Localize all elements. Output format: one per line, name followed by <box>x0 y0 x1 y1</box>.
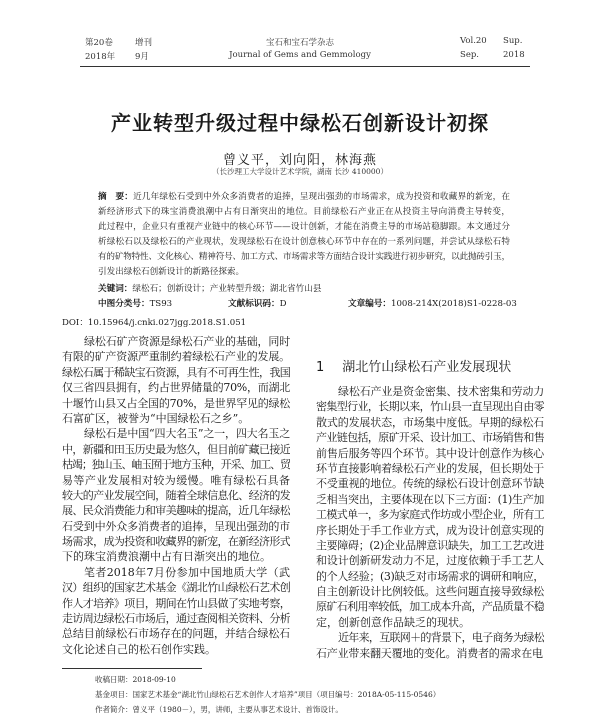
text-line: 序长期处于手工作业方式，成为设计创意实现的 <box>316 523 544 537</box>
paper-title: 产业转型升级过程中绿松石创新设计初探 <box>111 111 489 135</box>
text-line: 原矿石利用率较低，加工成本升高，产品质量不稳 <box>316 600 544 614</box>
abstract-line: 摘 要：近几年绿松石受到中外众多消费者的追捧，呈现出强劲的市场需求，成为投资和收藏界的新宠，在 <box>98 192 510 202</box>
classification-row <box>98 297 518 312</box>
section-heading <box>316 356 511 375</box>
doc-code-value: D <box>279 299 287 309</box>
text-line: 十堰竹山县又占全国的70%，是世界罕见的绿松 <box>62 396 290 410</box>
text-line: 绿松石是中国“四大名玉”之一，四大名玉之 <box>84 427 290 441</box>
text-line: 绿松石属于稀缺宝石资源，具有不可再生性，我国 <box>62 365 290 379</box>
text-line: 石产业带来翻天覆地的变化。消费者的需求在电 <box>316 646 543 660</box>
text-line: 仅三省四县拥有，约占世界储量的70%，而湖北 <box>62 381 290 395</box>
paragraph <box>316 630 544 661</box>
year-cn: 2018年 <box>85 52 116 62</box>
section-number: 1 <box>316 360 325 375</box>
text-line: 作人才培养》项目，期间在竹山县做了实地考察， <box>62 596 290 610</box>
text-line: 有限的矿产资源严重制约着绿松石产业的发展。 <box>62 350 290 364</box>
text-line: 自主创新设计比例较低。这些问题直接导致绿松 <box>316 585 544 599</box>
keywords <box>98 282 518 297</box>
affiliation: （长沙理工大学设计艺术学院，湖南 长沙 410000） <box>212 167 388 176</box>
text-line: 前售后服务等四个环节。其中设计创意作为核心 <box>316 446 544 460</box>
text-line: 枯竭；独山玉、岫玉囿于地方玉种，开采、加工、贸 <box>62 458 290 472</box>
text-line: 散式的发展状态，市场集中度低。早期的绿松石 <box>316 415 544 429</box>
keywords-label: 关键词： <box>98 284 133 294</box>
abstract <box>98 190 510 280</box>
text-line: 的个人经验；(3)缺乏对市场需求的调研和响应， <box>316 569 544 583</box>
abstract-label: 摘 要： <box>98 192 134 202</box>
footnote-rule <box>62 668 202 669</box>
sup-en: Sup. <box>503 36 523 46</box>
text-line: 石富矿区，被誉为“中国绿松石之乡”。 <box>62 411 250 425</box>
paragraph <box>316 384 544 630</box>
footnote-funding: 基金项目：国家艺术基金“湖北竹山绿松石艺术创作人才培养”项目（项目编号：2018A-05-115-0546） <box>95 690 441 699</box>
left-column <box>62 334 290 657</box>
article-metadata <box>98 282 518 312</box>
text-line: 绿松石产业是资金密集、技术密集和劳动力 <box>338 385 544 398</box>
clc-value: TS93 <box>149 299 173 309</box>
footnote-author: 作者简介：曾义平（1980－），男，讲师，主要从事艺术设计、首饰设计。 <box>95 705 343 714</box>
text-line: 笔者2018年7月份参加中国地质大学（武 <box>84 565 290 579</box>
volume-cn: 第20卷 <box>85 38 113 48</box>
article-no-label: 文章编号： <box>348 299 391 309</box>
text-line: 和设计创新研发动力不足，过度依赖于手工艺人 <box>316 554 544 568</box>
text-line: 主要障碍；(2)企业品牌意识缺失，加工工艺改进 <box>316 538 544 552</box>
paragraph <box>62 334 290 426</box>
abstract-line: 新经济形式下的珠宝消费浪潮中占有日渐突出的地位。目前绿松石产业正在从投资主导向消费主导转变， <box>98 207 510 217</box>
text-line: 绿松石矿产资源是绿松石产业的基础，同时 <box>84 335 290 348</box>
issue-cn: 增刊 <box>135 38 153 48</box>
text-line: 文化论述自己的松石创作实践。 <box>62 642 216 656</box>
keywords-value: 绿松石；创新设计；产业转型升级；湖北省竹山县 <box>132 284 322 294</box>
clc-label: 中图分类号： <box>98 299 150 309</box>
article-no-value: 1008-214X(2018)S1-0228-03 <box>390 299 517 309</box>
abstract-line: 此过程中，企业只有重视产业链中的核心环节——设计创新，才能在消费主导的市场站稳脚跟。本文通过分 <box>98 222 510 232</box>
text-line: 乏相当突出，主要体现在以下三方面：(1)生产加 <box>316 492 544 506</box>
month-en: Sep. <box>460 50 479 60</box>
doc-code-label: 文献标识码： <box>228 299 280 309</box>
text-line: 石受到中外众多消费者的追捧，呈现出强劲的市 <box>62 519 290 533</box>
text-line: 定，创新创意作品缺乏的现状。 <box>316 615 470 629</box>
text-line: 汉）组织的国家艺术基金《湖北竹山绿松石艺术创 <box>62 581 290 595</box>
text-line: 产业链包括，原矿开采、设计加工、市场销售和售 <box>316 431 544 445</box>
text-line: 走访周边绿松石市场后，通过查阅相关资料、分析 <box>62 612 290 626</box>
text-line: 总结目前绿松石市场存在的问题，并结合绿松石 <box>62 627 290 641</box>
header-rule <box>80 66 530 67</box>
paragraph <box>62 565 290 657</box>
text-line: 密集型行业，长期以来，竹山县一直呈现出自由零 <box>316 400 544 414</box>
text-line: 工模式单一，多为家庭式作坊或小型企业，所有工 <box>316 508 544 522</box>
text-line: 下的珠宝消费浪潮中占有日渐突出的地位。 <box>62 550 271 564</box>
section-title: 湖北竹山绿松石产业发展现状 <box>342 360 512 375</box>
abstract-line: 有的矿物特性、文化核心、精神符号、加工方式、市场需求等方面结合设计实践进行初步研究，以此抛砖引玉， <box>98 252 510 262</box>
journal-name-cn: 宝石和宝石学杂志 <box>265 38 334 48</box>
authors: 曾义平，刘向阳，林海燕 <box>222 153 377 168</box>
abstract-line: 引发出绿松石创新设计的新路径探索。 <box>98 267 245 277</box>
right-column <box>316 384 544 661</box>
text-line: 中，新疆和田玉历史最为悠久，但目前矿藏已接近 <box>62 442 290 456</box>
text-line: 展、民众消费能力和审美趣味的提高，近几年绿松 <box>62 504 290 518</box>
text-line: 不受重视的地位。传统的绿松石设计创意环节缺 <box>316 477 544 491</box>
month-cn: 9月 <box>135 52 149 62</box>
text-line: 环节直接影响着绿松石产业的发展，但长期处于 <box>316 461 544 475</box>
doi: DOI：10.15964/j.cnki.027jgg.2018.S1.051 <box>62 318 247 328</box>
text-line: 近年来，互联网＋的背景下，电子商务为绿松 <box>338 631 544 645</box>
abstract-line: 析绿松石以及绿松石的产业现状，发现绿松石在设计创意核心环节中存在的一系列问题，并尝试从绿松石特 <box>98 237 510 247</box>
text-line: 场需求，成为投资和收藏界的新宠，在新经济形式 <box>62 535 290 549</box>
volume-en: Vol.20 <box>460 36 487 46</box>
text-line: 较大的产业发展空间，随着全球信息化、经济的发 <box>62 488 290 502</box>
footnote-received: 收稿日期：2018-09-10 <box>95 675 176 684</box>
paragraph <box>62 426 290 565</box>
year-en: 2018 <box>503 50 525 60</box>
text-line: 易等产业发展相对较为缓慢。唯有绿松石具备 <box>62 473 290 487</box>
journal-name-en: Journal of Gems and Gemmology <box>229 50 371 60</box>
